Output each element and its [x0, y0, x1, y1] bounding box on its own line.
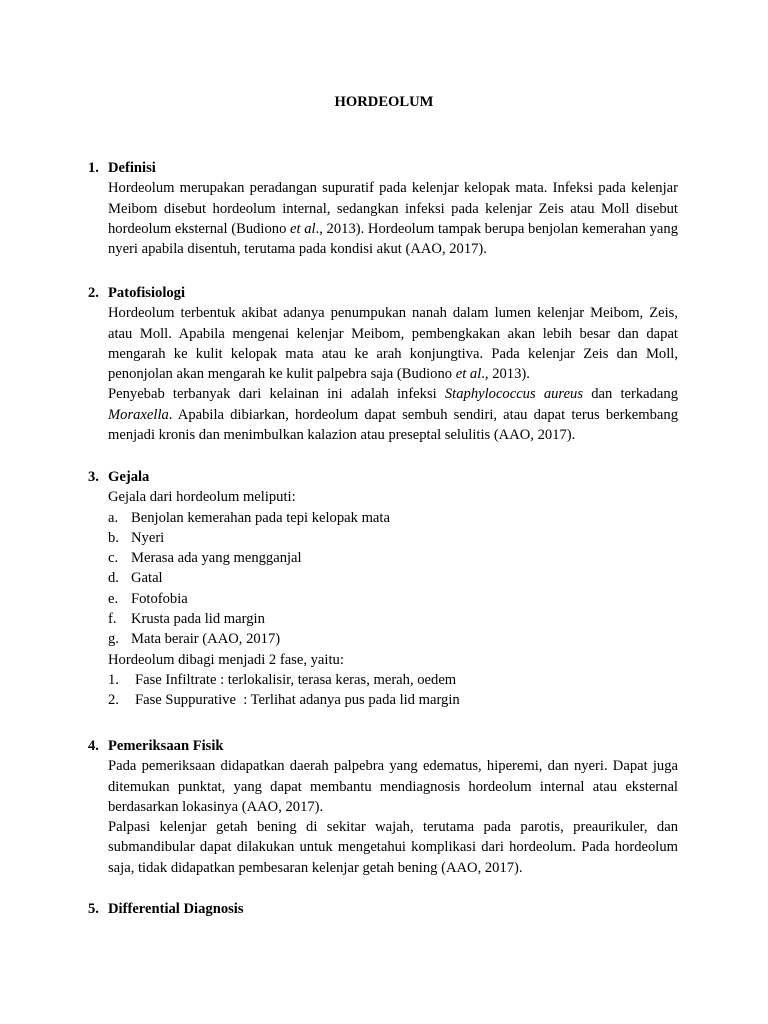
section-number: 2. [88, 285, 99, 301]
list-item-text: Merasa ada yang mengganjal [131, 550, 302, 567]
paragraph: Palpasi kelenjar getah bening di sekitar wajah, terutama pada parotis, preaurikuler, dan submandibular dapat dilakukan untuk mengetahui komplikasi dari hordeolum. Pada hordeolum saja, tidak didapatkan pembesaran kelenjar getah bening (AAO, 2017). [108, 819, 678, 876]
section-title: Differential Diagnosis [108, 901, 244, 917]
section-heading [88, 899, 678, 919]
paragraph: Penyebab terbanyak dari kelainan ini adalah infeksi Staphylococcus aureus dan terkadang Moraxella. Apabila dibiarkan, hordeolum dapat sembuh sendiri, atau dapat terus berkembang menjadi kronis dan menimbulkan kalazion atau preseptal selulitis (AAO, 2017). [108, 386, 678, 444]
list-item [108, 548, 678, 568]
section-heading [88, 283, 678, 303]
list-marker: 1. [108, 671, 119, 688]
list-item [108, 508, 678, 528]
list-item [108, 568, 678, 588]
section-number: 4. [88, 738, 99, 754]
section-title: Gejala [108, 469, 150, 485]
section-definisi [88, 158, 678, 259]
section-number: 5. [88, 901, 99, 917]
list-item [108, 670, 678, 690]
list-item-text: Nyeri [131, 529, 165, 546]
section-heading [88, 736, 678, 756]
section-number: 1. [88, 160, 99, 176]
list-marker: c. [108, 550, 119, 567]
section-title: Pemeriksaan Fisik [108, 738, 224, 754]
section-differential-diagnosis [88, 899, 678, 919]
section-gejala [88, 467, 678, 711]
section-patofisiologi [88, 283, 678, 445]
list-item [108, 629, 678, 649]
list-marker: a. [108, 509, 119, 526]
list-item-text: Gatal [131, 570, 163, 587]
list-item-text: Fase Infiltrate : terlokalisir, terasa keras, merah, oedem [135, 671, 457, 688]
list-item-text: Fotofobia [131, 590, 188, 607]
list-item-text: Mata berair (AAO, 2017) [131, 631, 281, 648]
list-marker: e. [108, 590, 119, 607]
list-marker: b. [108, 529, 119, 546]
list-item-text: Fase Suppurative : Terlihat adanya pus pada lid margin [135, 692, 460, 709]
list-marker: d. [108, 570, 119, 587]
list-item [108, 690, 678, 710]
phase-intro: Hordeolum dibagi menjadi 2 fase, yaitu: [108, 651, 344, 668]
section-number: 3. [88, 469, 99, 485]
paragraph: Hordeolum merupakan peradangan supuratif pada kelenjar kelopak mata. Infeksi pada kelenjar Meibom disebut hordeolum internal, sedangkan infeksi pada kelenjar Zeis atau Moll disebut hordeolum eksternal (Budiono et al., 2013). Hordeolum tampak berupa benjolan kemerahan yang nyeri apabila disentuh, terutama pada kondisi akut (AAO, 2017). [108, 180, 678, 258]
paragraph: Hordeolum terbentuk akibat adanya penumpukan nanah dalam lumen kelenjar Meibom, Zeis, atau Moll. Apabila mengenai kelenjar Meibom, pembengkakan akan lebih besar dan dapat mengarah ke kulit kelopak mata atau ke arah konjungtiva. Pada kelenjar Zeis dan Moll, penonjolan akan mengarah ke kulit palpebra saja (Budiono et al., 2013). [108, 305, 678, 383]
section-title: Patofisiologi [108, 285, 186, 301]
list-marker: g. [108, 631, 119, 648]
document-title: HORDEOLUM [334, 94, 434, 110]
list-item [108, 528, 678, 548]
list-marker: f. [108, 611, 117, 628]
section-heading [88, 467, 678, 487]
list-item [108, 609, 678, 629]
phase-list [108, 670, 678, 711]
list-item-text: Benjolan kemerahan pada tepi kelopak mata [131, 509, 390, 526]
symptom-list [108, 508, 678, 650]
list-intro: Gejala dari hordeolum meliputi: [108, 489, 296, 506]
list-marker: 2. [108, 692, 119, 709]
section-heading [88, 158, 678, 178]
section-title: Definisi [108, 160, 156, 176]
list-item-text: Krusta pada lid margin [131, 611, 265, 628]
list-item [108, 589, 678, 609]
paragraph: Pada pemeriksaan didapatkan daerah palpebra yang edematus, hiperemi, dan nyeri. Dapat juga ditemukan punktat, yang dapat membantu mendiagnosis hordeolum internal atau eksternal berdasarkan lokasinya (AAO, 2017). [108, 758, 678, 815]
section-pemeriksaan-fisik [88, 736, 678, 878]
